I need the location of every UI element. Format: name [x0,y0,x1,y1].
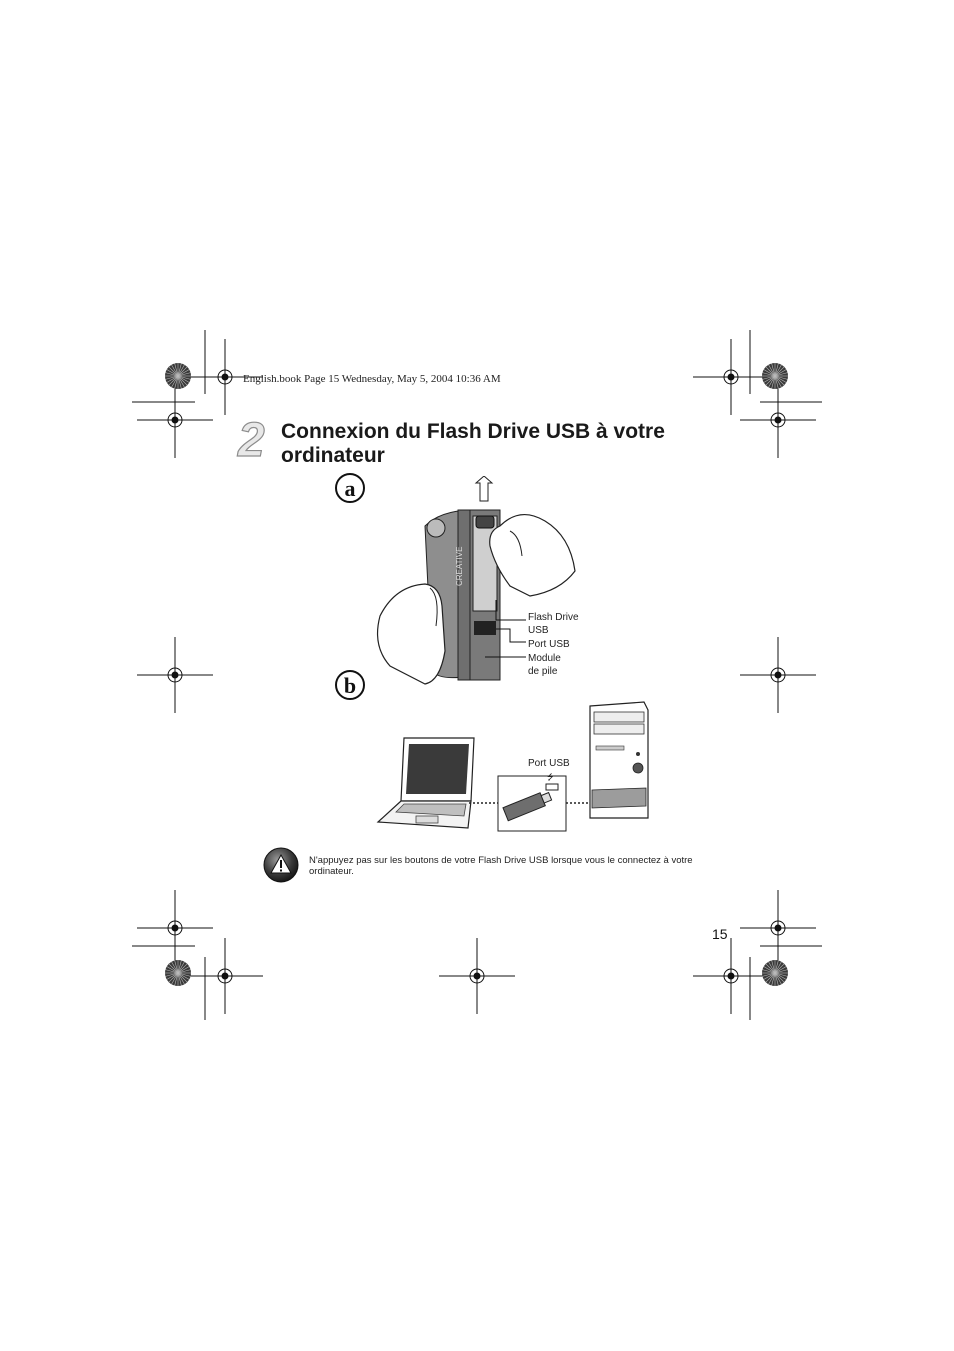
device-brand: CREATIVE [455,546,464,586]
figure-a-badge: a [335,473,365,503]
label-flash-drive: Flash Drive USB [528,612,579,636]
usb-port-connector [546,784,558,790]
label-usb-port-a: Port USB [528,639,570,650]
label-battery-module: Module de pile [528,653,561,677]
usb-symbol-icon: ⭍ [547,773,554,782]
crosshair-mark [187,938,263,1014]
step-number: 2 [238,414,265,464]
right-hand [490,515,575,596]
rosette-mark [762,363,788,389]
print-header: English.book Page 15 Wednesday, May 5, 2004 10:36 AM [243,373,501,385]
desktop-tower-illustration [590,702,648,818]
warning-text: N'appuyez pas sur les boutons de votre Flash Drive USB lorsque vous le connectez à votre ordinateur. [309,855,693,877]
crosshair-mark [137,637,213,713]
rosette-mark [165,960,191,986]
crosshair-mark [740,890,816,966]
crosshair-mark [693,938,769,1014]
page-number: 15 [712,926,728,942]
dial-knob [427,519,445,537]
crosshair-mark [693,339,769,415]
crosshair-mark [137,890,213,966]
label-usb-port-b: Port USB [528,758,570,769]
rosette-mark [165,363,191,389]
warning-triangle-icon [263,847,299,883]
figure-b-illustration [376,696,650,836]
usb-port-part [474,621,496,635]
left-hand [378,584,445,684]
crosshair-mark [137,382,213,458]
step-number-graphic [236,412,272,464]
crosshair-mark [439,938,515,1014]
crosshair-mark [740,382,816,458]
crosshair-mark [740,637,816,713]
play-button-icon [476,516,494,528]
pull-up-arrow-icon [476,476,492,501]
figure-b-badge: b [335,670,365,700]
rosette-mark [762,960,788,986]
laptop-illustration [378,738,474,828]
section-title: Connexion du Flash Drive USB à votre ordinateur [281,420,665,467]
